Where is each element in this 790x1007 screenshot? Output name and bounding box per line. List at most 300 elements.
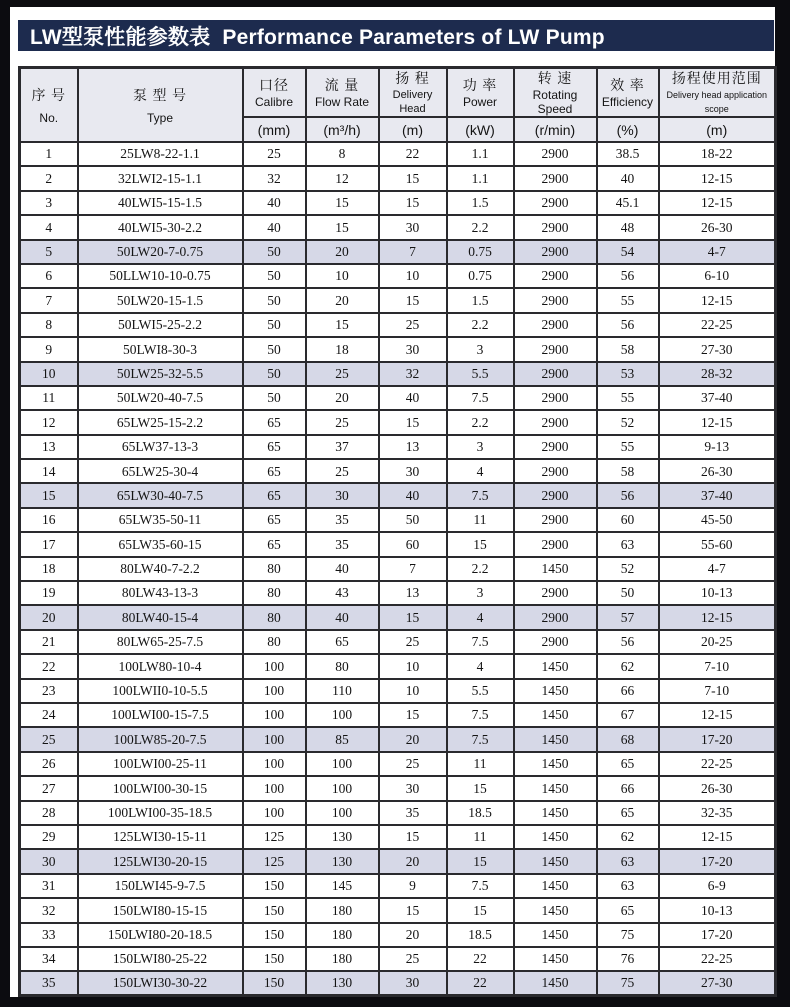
table-cell: 100 <box>306 752 379 776</box>
table-row <box>20 947 776 971</box>
col-header-no <box>20 68 78 143</box>
table-cell: 37 <box>306 435 379 459</box>
table-cell: 80 <box>243 605 306 629</box>
table-cell: 18 <box>20 557 78 581</box>
table-cell: 20 <box>306 240 379 264</box>
table-cell: 45.1 <box>597 191 659 215</box>
table-cell: 28 <box>20 801 78 825</box>
table-cell: 25 <box>20 727 78 751</box>
table-cell: 40 <box>306 557 379 581</box>
table-cell: 21 <box>20 630 78 654</box>
table-cell: 100 <box>243 703 306 727</box>
table-cell: 63 <box>597 532 659 556</box>
table-cell: 10-13 <box>659 581 776 605</box>
table-cell: 4-7 <box>659 240 776 264</box>
table-cell: 1450 <box>514 923 597 947</box>
table-row <box>20 142 776 166</box>
table-cell: 2900 <box>514 313 597 337</box>
table-cell: 4 <box>447 654 514 678</box>
table-cell: 130 <box>306 849 379 873</box>
table-cell: 2900 <box>514 630 597 654</box>
table-cell: 35 <box>306 532 379 556</box>
table-cell: 50 <box>243 386 306 410</box>
table-row <box>20 752 776 776</box>
col-header-scope-zh: 扬程使用范围 <box>671 72 762 87</box>
table-cell: 18 <box>306 337 379 361</box>
table-cell: 50LW20-7-0.75 <box>78 240 243 264</box>
table-cell: 13 <box>379 581 447 605</box>
table-cell: 20 <box>379 923 447 947</box>
table-cell: 65LW25-15-2.2 <box>78 410 243 434</box>
table-cell: 25 <box>379 630 447 654</box>
table-cell: 7.5 <box>447 386 514 410</box>
table-cell: 150 <box>243 898 306 922</box>
table-cell: 24 <box>20 703 78 727</box>
table-cell: 150LWI45-9-7.5 <box>78 874 243 898</box>
table-cell: 40 <box>597 166 659 190</box>
table-cell: 65 <box>243 410 306 434</box>
table-cell: 12-15 <box>659 166 776 190</box>
table-cell: 4 <box>447 605 514 629</box>
table-cell: 50 <box>243 362 306 386</box>
table-cell: 7-10 <box>659 679 776 703</box>
table-cell: 62 <box>597 825 659 849</box>
table-cell: 17-20 <box>659 727 776 751</box>
table-cell: 25 <box>306 410 379 434</box>
table-cell: 32 <box>243 166 306 190</box>
table-cell: 80LW40-15-4 <box>78 605 243 629</box>
table-cell: 8 <box>306 142 379 166</box>
table-cell: 125 <box>243 849 306 873</box>
table-cell: 3 <box>447 581 514 605</box>
table-cell: 54 <box>597 240 659 264</box>
table-cell: 7 <box>379 557 447 581</box>
table-cell: 5 <box>20 240 78 264</box>
table-cell: 50 <box>379 508 447 532</box>
table-row <box>20 971 776 995</box>
table-cell: 18-22 <box>659 142 776 166</box>
table-cell: 17 <box>20 532 78 556</box>
table-cell: 57 <box>597 605 659 629</box>
table-cell: 65 <box>597 752 659 776</box>
col-header-rotating-speed <box>514 68 597 118</box>
table-row <box>20 703 776 727</box>
table-cell: 1.5 <box>447 288 514 312</box>
table-cell: 19 <box>20 581 78 605</box>
col-header-flow-rate-zh: 流 量 <box>324 79 360 94</box>
table-cell: 80 <box>243 630 306 654</box>
table-cell: 100 <box>243 801 306 825</box>
table-cell: 100 <box>243 776 306 800</box>
table-cell: 1450 <box>514 776 597 800</box>
table-cell: 2900 <box>514 508 597 532</box>
col-header-no-en: No. <box>39 111 59 125</box>
table-cell: 65LW25-30-4 <box>78 459 243 483</box>
col-header-type-zh: 泵 型 号 <box>133 89 187 104</box>
table-row <box>20 337 776 361</box>
table-cell: 85 <box>306 727 379 751</box>
table-cell: 55 <box>597 386 659 410</box>
col-header-scope-en: Delivery head application scope <box>666 90 768 114</box>
table-cell: 40 <box>379 483 447 507</box>
table-cell: 2900 <box>514 288 597 312</box>
table-cell: 150LWI80-25-22 <box>78 947 243 971</box>
table-cell: 6-9 <box>659 874 776 898</box>
table-row <box>20 386 776 410</box>
table-cell: 56 <box>597 264 659 288</box>
page-title: LW型泵性能参数表 Performance Parameters of LW Pump <box>30 25 605 49</box>
table-cell: 7 <box>20 288 78 312</box>
table-row <box>20 727 776 751</box>
col-header-type <box>78 68 243 143</box>
table-cell: 40 <box>379 386 447 410</box>
table-cell: 1450 <box>514 849 597 873</box>
table-cell: 1.1 <box>447 166 514 190</box>
table-cell: 10 <box>379 654 447 678</box>
table-row <box>20 825 776 849</box>
table-cell: 2900 <box>514 483 597 507</box>
table-cell: 52 <box>597 410 659 434</box>
table-cell: 2900 <box>514 215 597 239</box>
table-cell: 55-60 <box>659 532 776 556</box>
table-cell: 11 <box>447 825 514 849</box>
table-cell: 150LWI30-30-22 <box>78 971 243 995</box>
table-cell: 9 <box>20 337 78 361</box>
col-header-efficiency <box>597 68 659 118</box>
table-cell: 2900 <box>514 581 597 605</box>
table-cell: 80 <box>243 557 306 581</box>
table-cell: 20 <box>306 288 379 312</box>
col-header-power <box>447 68 514 118</box>
table-cell: 30 <box>379 337 447 361</box>
table-cell: 17-20 <box>659 849 776 873</box>
table-cell: 50LWI5-25-2.2 <box>78 313 243 337</box>
table-cell: 30 <box>379 215 447 239</box>
table-cell: 60 <box>597 508 659 532</box>
table-cell: 15 <box>379 898 447 922</box>
table-cell: 15 <box>306 313 379 337</box>
table-cell: 30 <box>379 971 447 995</box>
table-cell: 15 <box>379 191 447 215</box>
table-cell: 11 <box>447 752 514 776</box>
table-cell: 7.5 <box>447 630 514 654</box>
table-cell: 25 <box>379 947 447 971</box>
table-cell: 26-30 <box>659 776 776 800</box>
table-cell: 9 <box>379 874 447 898</box>
col-header-power-en: Power <box>462 95 497 109</box>
table-cell: 15 <box>379 288 447 312</box>
table-cell: 28-32 <box>659 362 776 386</box>
table-cell: 2.2 <box>447 313 514 337</box>
table-cell: 7.5 <box>447 483 514 507</box>
table-cell: 1450 <box>514 679 597 703</box>
table-cell: 6 <box>20 264 78 288</box>
table-header <box>20 68 776 143</box>
table-row <box>20 923 776 947</box>
table-cell: 65 <box>597 898 659 922</box>
table-cell: 12-15 <box>659 288 776 312</box>
table-cell: 4 <box>20 215 78 239</box>
table-cell: 1450 <box>514 703 597 727</box>
table-cell: 1450 <box>514 874 597 898</box>
table-cell: 30 <box>379 459 447 483</box>
table-cell: 15 <box>447 532 514 556</box>
table-cell: 100LW85-20-7.5 <box>78 727 243 751</box>
table-cell: 3 <box>447 337 514 361</box>
table-cell: 150 <box>243 874 306 898</box>
table-cell: 100 <box>243 679 306 703</box>
table-cell: 2900 <box>514 386 597 410</box>
table-cell: 110 <box>306 679 379 703</box>
table-cell: 100 <box>306 776 379 800</box>
table-cell: 18.5 <box>447 801 514 825</box>
table-cell: 2900 <box>514 435 597 459</box>
table-cell: 1450 <box>514 825 597 849</box>
table-cell: 25 <box>306 459 379 483</box>
table-cell: 12-15 <box>659 191 776 215</box>
table-cell: 80LW40-7-2.2 <box>78 557 243 581</box>
table-cell: 13 <box>20 435 78 459</box>
col-header-delivery-head-en: Delivery Head <box>392 89 433 115</box>
performance-table <box>18 66 777 997</box>
table-cell: 100LW80-10-4 <box>78 654 243 678</box>
table-cell: 20 <box>379 849 447 873</box>
col-header-efficiency-zh: 效 率 <box>610 79 645 94</box>
table-cell: 4-7 <box>659 557 776 581</box>
table-cell: 100LWI00-15-7.5 <box>78 703 243 727</box>
table-cell: 15 <box>306 191 379 215</box>
table-cell: 2900 <box>514 410 597 434</box>
table-cell: 100LWI00-35-18.5 <box>78 801 243 825</box>
table-cell: 2 <box>20 166 78 190</box>
table-cell: 13 <box>379 435 447 459</box>
table-cell: 75 <box>597 923 659 947</box>
table-row <box>20 483 776 507</box>
table-row <box>20 679 776 703</box>
table-cell: 7-10 <box>659 654 776 678</box>
table-cell: 50LLW10-10-0.75 <box>78 264 243 288</box>
table-cell: 18.5 <box>447 923 514 947</box>
table-cell: 33 <box>20 923 78 947</box>
table-cell: 6-10 <box>659 264 776 288</box>
table-cell: 22 <box>447 947 514 971</box>
table-cell: 32 <box>379 362 447 386</box>
table-cell: 37-40 <box>659 386 776 410</box>
table-cell: 35 <box>20 971 78 995</box>
table-cell: 12-15 <box>659 825 776 849</box>
table-cell: 11 <box>20 386 78 410</box>
table-cell: 125 <box>243 825 306 849</box>
table-cell: 150 <box>243 923 306 947</box>
table-cell: 15 <box>379 166 447 190</box>
table-cell: 65 <box>597 801 659 825</box>
table-cell: 50LW25-32-5.5 <box>78 362 243 386</box>
table-cell: 2.2 <box>447 215 514 239</box>
table-cell: 26-30 <box>659 459 776 483</box>
table-cell: 23 <box>20 679 78 703</box>
table-cell: 15 <box>379 605 447 629</box>
table-cell: 180 <box>306 923 379 947</box>
table-cell: 1.1 <box>447 142 514 166</box>
table-cell: 1450 <box>514 898 597 922</box>
table-cell: 125LWI30-20-15 <box>78 849 243 873</box>
table-cell: 22-25 <box>659 752 776 776</box>
table-cell: 100LWII0-10-5.5 <box>78 679 243 703</box>
table-cell: 43 <box>306 581 379 605</box>
table-cell: 22-25 <box>659 947 776 971</box>
table-row <box>20 362 776 386</box>
table-cell: 15 <box>447 776 514 800</box>
col-unit-rotating-speed: (r/min) <box>514 117 597 142</box>
table-cell: 5.5 <box>447 679 514 703</box>
table-cell: 55 <box>597 288 659 312</box>
table-cell: 30 <box>379 776 447 800</box>
table-cell: 15 <box>306 215 379 239</box>
table-cell: 68 <box>597 727 659 751</box>
table-cell: 22-25 <box>659 313 776 337</box>
table-cell: 100 <box>243 752 306 776</box>
table-cell: 10 <box>379 679 447 703</box>
table-cell: 65 <box>243 459 306 483</box>
table-cell: 56 <box>597 630 659 654</box>
table-cell: 50LW20-40-7.5 <box>78 386 243 410</box>
table-cell: 7 <box>379 240 447 264</box>
col-unit-delivery-head: (m) <box>379 117 447 142</box>
table-cell: 25 <box>379 313 447 337</box>
table-cell: 7.5 <box>447 727 514 751</box>
table-cell: 65 <box>243 435 306 459</box>
table-cell: 50 <box>243 264 306 288</box>
table-cell: 65 <box>243 483 306 507</box>
table-cell: 1450 <box>514 557 597 581</box>
table-cell: 65LW37-13-3 <box>78 435 243 459</box>
table-cell: 12-15 <box>659 703 776 727</box>
table-cell: 1450 <box>514 947 597 971</box>
table-cell: 14 <box>20 459 78 483</box>
table-cell: 50LW20-15-1.5 <box>78 288 243 312</box>
col-unit-power: (kW) <box>447 117 514 142</box>
table-cell: 2900 <box>514 142 597 166</box>
table-cell: 145 <box>306 874 379 898</box>
table-cell: 53 <box>597 362 659 386</box>
table-cell: 26 <box>20 752 78 776</box>
col-header-power-zh: 功 率 <box>462 79 498 94</box>
table-row <box>20 605 776 629</box>
header-row-names <box>20 68 776 118</box>
table-cell: 15 <box>20 483 78 507</box>
table-cell: 32-35 <box>659 801 776 825</box>
table-row <box>20 313 776 337</box>
table-row <box>20 776 776 800</box>
table-cell: 22 <box>20 654 78 678</box>
col-header-calibre-zh: 口径 <box>259 79 289 94</box>
table-cell: 125LWI30-15-11 <box>78 825 243 849</box>
table-cell: 10-13 <box>659 898 776 922</box>
table-cell: 32 <box>20 898 78 922</box>
table-cell: 50 <box>243 337 306 361</box>
table-cell: 12 <box>306 166 379 190</box>
table-cell: 56 <box>597 313 659 337</box>
table-cell: 20-25 <box>659 630 776 654</box>
table-cell: 67 <box>597 703 659 727</box>
table-cell: 130 <box>306 971 379 995</box>
table-cell: 40 <box>243 191 306 215</box>
title-bar <box>18 20 774 51</box>
table-cell: 50LWI8-30-3 <box>78 337 243 361</box>
table-row <box>20 849 776 873</box>
table-row <box>20 288 776 312</box>
table-cell: 58 <box>597 459 659 483</box>
table-cell: 25 <box>379 752 447 776</box>
table-cell: 31 <box>20 874 78 898</box>
table-cell: 15 <box>379 825 447 849</box>
table-cell: 65LW30-40-7.5 <box>78 483 243 507</box>
table-cell: 65 <box>306 630 379 654</box>
col-unit-efficiency: (%) <box>597 117 659 142</box>
table-cell: 1.5 <box>447 191 514 215</box>
table-cell: 1450 <box>514 727 597 751</box>
table-cell: 40LWI5-30-2.2 <box>78 215 243 239</box>
table-cell: 1 <box>20 142 78 166</box>
col-header-type-en: Type <box>146 111 173 125</box>
table-cell: 10 <box>379 264 447 288</box>
table-cell: 2900 <box>514 337 597 361</box>
table-cell: 100 <box>306 703 379 727</box>
col-header-calibre <box>243 68 306 118</box>
table-cell: 4 <box>447 459 514 483</box>
col-header-efficiency-en: Efficiency <box>601 95 654 109</box>
table-cell: 7.5 <box>447 703 514 727</box>
table-row <box>20 264 776 288</box>
table-cell: 34 <box>20 947 78 971</box>
table-row <box>20 581 776 605</box>
table-cell: 48 <box>597 215 659 239</box>
table-body <box>20 142 776 996</box>
table-cell: 2900 <box>514 166 597 190</box>
table-cell: 66 <box>597 679 659 703</box>
table-cell: 150LWI80-15-15 <box>78 898 243 922</box>
table-cell: 40LWI5-15-1.5 <box>78 191 243 215</box>
table-cell: 38.5 <box>597 142 659 166</box>
table-cell: 150 <box>243 947 306 971</box>
col-header-delivery-head <box>379 68 447 118</box>
table-row <box>20 459 776 483</box>
col-header-rotating-speed-en: Rotating Speed <box>532 88 578 116</box>
table-cell: 15 <box>447 898 514 922</box>
table-cell: 100 <box>306 801 379 825</box>
table-row <box>20 191 776 215</box>
table-cell: 2900 <box>514 532 597 556</box>
table-cell: 50 <box>243 288 306 312</box>
table-cell: 62 <box>597 654 659 678</box>
table-cell: 2900 <box>514 240 597 264</box>
table-cell: 22 <box>379 142 447 166</box>
table-cell: 32LWI2-15-1.1 <box>78 166 243 190</box>
table-cell: 26-30 <box>659 215 776 239</box>
table-cell: 12-15 <box>659 410 776 434</box>
table-cell: 9-13 <box>659 435 776 459</box>
table-cell: 180 <box>306 947 379 971</box>
table-cell: 2900 <box>514 605 597 629</box>
table-cell: 1450 <box>514 752 597 776</box>
table-cell: 37-40 <box>659 483 776 507</box>
table-cell: 80LW43-13-3 <box>78 581 243 605</box>
table-cell: 150 <box>243 971 306 995</box>
table-cell: 25 <box>306 362 379 386</box>
col-header-flow-rate-en: Flow Rate <box>314 95 370 109</box>
col-unit-flow-rate: (m³/h) <box>306 117 379 142</box>
table-cell: 180 <box>306 898 379 922</box>
